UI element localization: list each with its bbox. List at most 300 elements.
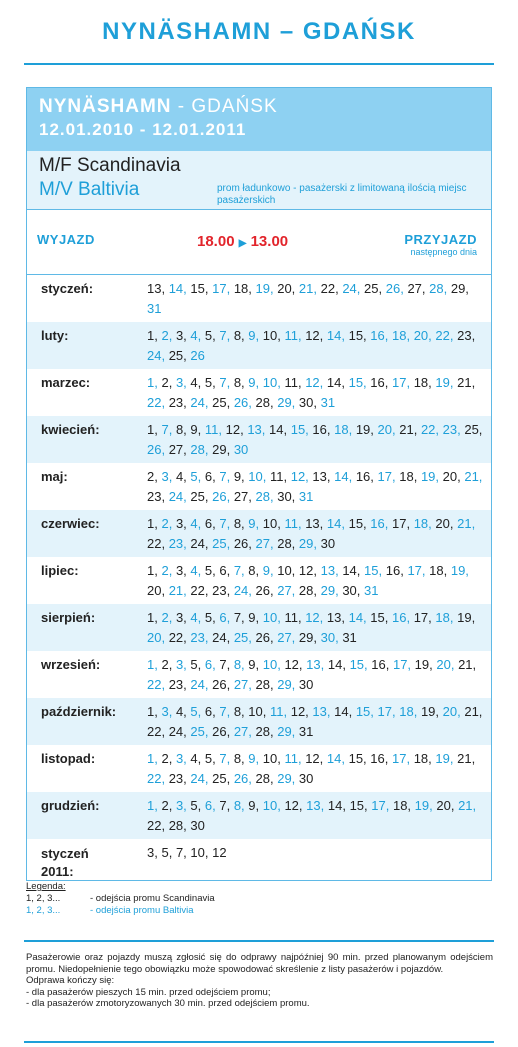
day-baltivia: 15,: [349, 657, 368, 672]
day-baltivia: 27,: [277, 630, 296, 645]
day-scandinavia: 10,: [248, 704, 267, 719]
day-baltivia: 8,: [233, 798, 245, 813]
day-baltivia: 19,: [255, 281, 274, 296]
day-baltivia: 25,: [233, 630, 252, 645]
day-scandinavia: 28,: [255, 724, 274, 739]
day-scandinavia: 18,: [392, 798, 412, 813]
day-baltivia: 9,: [248, 751, 260, 766]
day-baltivia: 24,: [342, 281, 361, 296]
month-days: [147, 561, 483, 601]
day-baltivia: 19,: [435, 751, 454, 766]
bottom-divider: [24, 1041, 494, 1043]
day-baltivia: 5,: [190, 704, 202, 719]
day-baltivia: 14,: [348, 610, 367, 625]
day-baltivia: 21,: [464, 469, 483, 484]
month-days: [147, 514, 483, 554]
day-scandinavia: 30: [298, 677, 314, 692]
day-scandinavia: 20,: [277, 281, 296, 296]
departure-time: 18.00: [197, 233, 235, 250]
day-baltivia: 13,: [306, 798, 325, 813]
day-scandinavia: 23,: [168, 771, 187, 786]
day-baltivia: 31: [364, 583, 379, 598]
day-baltivia: 3,: [175, 657, 187, 672]
day-scandinavia: 12,: [284, 798, 303, 813]
day-scandinavia: 15,: [348, 328, 367, 343]
day-scandinavia: 15,: [370, 610, 389, 625]
month-name: październik:: [41, 704, 117, 719]
day-baltivia: 26,: [233, 771, 252, 786]
day-scandinavia: 30,: [298, 395, 317, 410]
day-baltivia: 12,: [305, 610, 324, 625]
day-scandinavia: 30,: [342, 583, 361, 598]
day-scandinavia: 14,: [334, 704, 353, 719]
day-baltivia: 29,: [277, 724, 296, 739]
day-scandinavia: 10,: [277, 563, 296, 578]
day-scandinavia: 3,: [175, 328, 187, 343]
day-baltivia: 7,: [219, 469, 231, 484]
month-days: [147, 420, 483, 460]
day-scandinavia: 5,: [190, 798, 202, 813]
day-baltivia: 22,: [147, 395, 166, 410]
day-baltivia: 24,: [190, 677, 209, 692]
day-baltivia: 20,: [436, 657, 455, 672]
day-scandinavia: 27,: [168, 442, 187, 457]
day-scandinavia: 12,: [290, 704, 309, 719]
day-baltivia: 23,: [168, 536, 187, 551]
day-baltivia: 24,: [168, 489, 187, 504]
day-baltivia: 1,: [147, 375, 158, 390]
day-scandinavia: 3,: [175, 563, 187, 578]
day-baltivia: 6,: [204, 798, 216, 813]
day-scandinavia: 8,: [233, 328, 245, 343]
day-scandinavia: 20,: [442, 469, 461, 484]
month-name: kwiecień:: [41, 422, 100, 437]
day-scandinavia: 26,: [255, 583, 274, 598]
day-scandinavia: 27,: [407, 281, 426, 296]
month-row: [27, 651, 491, 698]
day-baltivia: 29,: [277, 677, 296, 692]
months-list: [27, 275, 491, 895]
day-scandinavia: 1,: [147, 610, 158, 625]
day-baltivia: 3,: [175, 751, 187, 766]
day-scandinavia: 2,: [161, 798, 173, 813]
day-scandinavia: 5,: [204, 375, 216, 390]
day-scandinavia: 18,: [233, 281, 252, 296]
month-row: [27, 322, 491, 369]
day-scandinavia: 25,: [212, 395, 231, 410]
day-baltivia: 16,: [392, 610, 411, 625]
month-name: styczeń 2011:: [41, 846, 89, 879]
month-row: [27, 698, 491, 745]
day-baltivia: 26,: [147, 442, 166, 457]
day-baltivia: 21,: [298, 281, 317, 296]
month-days: [147, 279, 483, 319]
day-baltivia: 26,: [212, 489, 231, 504]
month-row: [27, 275, 491, 322]
day-baltivia: 18,: [435, 610, 454, 625]
day-scandinavia: 2,: [161, 751, 173, 766]
day-scandinavia: 22,: [147, 818, 166, 833]
day-baltivia: 7,: [219, 751, 231, 766]
day-scandinavia: 22,: [190, 583, 209, 598]
day-baltivia: 25,: [190, 724, 209, 739]
month-days: [147, 843, 483, 863]
day-baltivia: 9,: [248, 375, 260, 390]
day-baltivia: 26,: [233, 395, 252, 410]
month-days: [147, 608, 483, 648]
page-title: NYNÄSHAMN – GDAŃSK: [102, 18, 416, 45]
day-baltivia: 10,: [262, 610, 281, 625]
route-title: [39, 96, 491, 118]
day-scandinavia: 30: [320, 536, 336, 551]
day-scandinavia: 4,: [175, 469, 187, 484]
day-baltivia: 11,: [284, 328, 302, 343]
day-scandinavia: 16,: [385, 563, 404, 578]
day-baltivia: 18,: [413, 516, 432, 531]
day-baltivia: 28,: [190, 442, 209, 457]
ship-scandinavia: M/F Scandinavia: [39, 155, 181, 176]
day-scandinavia: 12,: [305, 328, 324, 343]
day-scandinavia: 25,: [464, 422, 483, 437]
baltivia-note: prom ładunkowo - pasażerski z limitowaną ilością miejsc pasażerskich: [217, 183, 467, 206]
note-pedestrians: - dla pasażerów pieszych 15 min. przed odejściem promu;: [26, 986, 271, 998]
legend-title: Legenda:: [26, 881, 66, 892]
day-scandinavia: 15,: [349, 798, 368, 813]
legend-row-scandinavia: [26, 893, 215, 905]
day-baltivia: 13,: [312, 704, 331, 719]
day-baltivia: 15,: [290, 422, 309, 437]
times-row: [27, 210, 491, 275]
day-scandinavia: 1,: [147, 563, 158, 578]
day-baltivia: 16,: [370, 328, 389, 343]
day-baltivia: 15,: [348, 375, 367, 390]
day-scandinavia: 22,: [168, 630, 187, 645]
day-scandinavia: 9,: [233, 469, 245, 484]
day-scandinavia: 16,: [370, 375, 389, 390]
day-baltivia: 11,: [204, 422, 222, 437]
day-scandinavia: 29,: [212, 442, 231, 457]
day-scandinavia: 19,: [457, 610, 476, 625]
day-baltivia: 31: [320, 395, 336, 410]
day-baltivia: 17,: [212, 281, 231, 296]
notes-top-divider: [24, 940, 494, 942]
day-baltivia: 4,: [190, 328, 202, 343]
arrow-right-icon: ▶: [238, 238, 247, 249]
month-row: [27, 416, 491, 463]
day-baltivia: 17,: [407, 563, 426, 578]
day-scandinavia: 6,: [204, 704, 216, 719]
day-scandinavia: 7,: [233, 610, 245, 625]
day-baltivia: 13,: [320, 563, 339, 578]
day-baltivia: 7,: [219, 375, 231, 390]
note-checkin: Pasażerowie oraz pojazdy muszą zgłosić się do odprawy najpóźniej 90 min. przed planowanym odejściem promu. Niedopełnienie tego obowiązku może spowodować skreślenie z listy pasażerów i pojazdów.: [26, 952, 493, 975]
day-scandinavia: 10,: [190, 845, 209, 860]
day-baltivia: 18,: [334, 422, 353, 437]
day-scandinavia: 30: [298, 771, 314, 786]
day-scandinavia: 30,: [277, 489, 296, 504]
day-scandinavia: 12,: [284, 657, 303, 672]
day-scandinavia: 10,: [262, 328, 281, 343]
day-scandinavia: 9,: [248, 798, 260, 813]
day-baltivia: 24,: [233, 583, 252, 598]
day-baltivia: 11,: [284, 516, 302, 531]
day-scandinavia: 12,: [298, 563, 317, 578]
day-baltivia: 21,: [458, 798, 477, 813]
note-motorists: - dla pasażerów zmotoryzowanych 30 min. przed odejściem promu.: [26, 998, 310, 1009]
day-scandinavia: 7,: [219, 657, 231, 672]
day-scandinavia: 8,: [248, 563, 260, 578]
day-baltivia: 4,: [190, 516, 202, 531]
month-days: [147, 796, 483, 836]
day-scandinavia: 23,: [457, 328, 476, 343]
day-scandinavia: 19,: [420, 704, 440, 719]
day-scandinavia: 21,: [458, 657, 477, 672]
day-scandinavia: 18,: [413, 375, 432, 390]
day-scandinavia: 5,: [161, 845, 173, 860]
day-scandinavia: 22,: [147, 536, 166, 551]
day-baltivia: 20,: [413, 328, 432, 343]
day-scandinavia: 8,: [233, 751, 245, 766]
day-baltivia: 17,: [371, 798, 390, 813]
day-scandinavia: 1,: [147, 422, 158, 437]
day-baltivia: 21,: [168, 583, 187, 598]
day-baltivia: 29,: [320, 583, 339, 598]
day-baltivia: 23,: [442, 422, 461, 437]
day-scandinavia: 26,: [212, 677, 231, 692]
day-baltivia: 2,: [161, 328, 173, 343]
day-baltivia: 12,: [290, 469, 309, 484]
day-scandinavia: 11,: [284, 610, 302, 625]
month-days: [147, 373, 483, 413]
month-name: marzec:: [41, 375, 91, 390]
day-scandinavia: 23,: [147, 489, 166, 504]
day-scandinavia: 5,: [190, 657, 202, 672]
month-row: [27, 510, 491, 557]
day-baltivia: 27,: [255, 536, 274, 551]
day-baltivia: 7,: [219, 704, 231, 719]
day-baltivia: 26,: [385, 281, 404, 296]
day-baltivia: 24,: [190, 395, 209, 410]
day-scandinavia: 21,: [464, 704, 483, 719]
day-scandinavia: 4,: [175, 704, 187, 719]
notes: [26, 952, 493, 1010]
day-baltivia: 30,: [320, 630, 339, 645]
day-baltivia: 27,: [277, 583, 296, 598]
day-scandinavia: 16,: [312, 422, 331, 437]
day-scandinavia: 13,: [147, 281, 166, 296]
day-baltivia: 15,: [355, 704, 374, 719]
day-scandinavia: 6,: [204, 516, 216, 531]
day-baltivia: 19,: [450, 563, 469, 578]
day-baltivia: 10,: [262, 375, 281, 390]
route-separator: -: [171, 96, 192, 117]
day-baltivia: 31: [298, 489, 314, 504]
arrival-sublabel: następnego dnia: [410, 247, 477, 257]
day-scandinavia: 14,: [327, 798, 346, 813]
day-scandinavia: 3,: [147, 845, 158, 860]
validity-dates: 12.01.2010 - 12.01.2011: [39, 120, 247, 139]
day-baltivia: 17,: [377, 469, 396, 484]
day-scandinavia: 28,: [168, 818, 187, 833]
day-scandinavia: 1,: [147, 704, 158, 719]
legend-code: 1, 2, 3...: [26, 893, 61, 904]
day-baltivia: 7,: [161, 422, 173, 437]
month-name: sierpień:: [41, 610, 96, 625]
month-name: styczeń:: [41, 281, 94, 296]
day-baltivia: 19,: [420, 469, 440, 484]
day-scandinavia: 11,: [269, 469, 288, 484]
day-scandinavia: 2,: [161, 657, 173, 672]
day-scandinavia: 3,: [175, 610, 187, 625]
month-name: maj:: [41, 469, 68, 484]
day-scandinavia: 5,: [204, 610, 216, 625]
ship-baltivia: M/V Baltivia: [39, 179, 140, 200]
day-scandinavia: 2,: [147, 469, 158, 484]
day-scandinavia: 21,: [399, 422, 418, 437]
day-scandinavia: 17,: [413, 610, 432, 625]
day-scandinavia: 28,: [298, 583, 317, 598]
day-scandinavia: 5,: [204, 563, 216, 578]
day-baltivia: 10,: [262, 657, 281, 672]
day-scandinavia: 21,: [457, 375, 476, 390]
day-baltivia: 14,: [326, 328, 345, 343]
day-baltivia: 15,: [364, 563, 383, 578]
day-scandinavia: 2,: [161, 375, 173, 390]
legend-text: - odejścia promu Scandinavia: [90, 893, 215, 904]
day-baltivia: 2,: [161, 516, 173, 531]
day-baltivia: 16,: [370, 516, 389, 531]
day-scandinavia: 28,: [277, 536, 296, 551]
month-days: [147, 326, 483, 366]
day-baltivia: 10,: [262, 798, 281, 813]
note-checkin-ends: Odprawa kończy się:: [26, 975, 115, 986]
day-scandinavia: 27,: [233, 489, 252, 504]
day-baltivia: 7,: [233, 563, 245, 578]
day-scandinavia: 22,: [147, 724, 166, 739]
day-scandinavia: 4,: [190, 375, 202, 390]
day-baltivia: 2,: [161, 563, 173, 578]
month-name: czerwiec:: [41, 516, 100, 531]
day-baltivia: 29,: [277, 771, 296, 786]
month-row: [27, 745, 491, 792]
day-scandinavia: 26,: [233, 536, 252, 551]
day-baltivia: 22,: [420, 422, 440, 437]
month-days: [147, 749, 483, 789]
day-baltivia: 22,: [147, 771, 166, 786]
day-baltivia: 14,: [168, 281, 187, 296]
day-baltivia: 7,: [219, 328, 231, 343]
day-baltivia: 3,: [161, 469, 173, 484]
day-scandinavia: 14,: [327, 657, 346, 672]
day-scandinavia: 18,: [399, 469, 418, 484]
day-baltivia: 12,: [305, 375, 324, 390]
legend-code: 1, 2, 3...: [26, 905, 61, 916]
day-scandinavia: 14,: [326, 375, 345, 390]
legend: [26, 881, 215, 917]
month-row: [27, 369, 491, 416]
card-header: [27, 88, 491, 151]
day-scandinavia: 15,: [348, 516, 367, 531]
day-scandinavia: 25,: [190, 489, 209, 504]
day-baltivia: 13,: [247, 422, 266, 437]
day-scandinavia: 9,: [248, 657, 260, 672]
day-scandinavia: 9,: [190, 422, 202, 437]
day-scandinavia: 22,: [320, 281, 339, 296]
day-scandinavia: 23,: [168, 395, 187, 410]
month-row: [27, 463, 491, 510]
route-destination: GDAŃSK: [191, 96, 278, 117]
day-scandinavia: 7,: [219, 798, 231, 813]
day-scandinavia: 29,: [450, 281, 469, 296]
day-baltivia: 14,: [326, 751, 345, 766]
route-origin: NYNÄSHAMN: [39, 96, 172, 117]
day-baltivia: 9,: [248, 516, 260, 531]
day-baltivia: 25,: [212, 536, 231, 551]
day-baltivia: 20,: [442, 704, 461, 719]
day-baltivia: 8,: [233, 657, 245, 672]
day-baltivia: 4,: [190, 610, 202, 625]
day-baltivia: 2,: [161, 610, 173, 625]
day-baltivia: 18,: [392, 328, 411, 343]
day-scandinavia: 6,: [219, 563, 231, 578]
day-baltivia: 30: [233, 442, 249, 457]
day-scandinavia: 23,: [168, 677, 187, 692]
day-scandinavia: 13,: [312, 469, 331, 484]
day-scandinavia: 13,: [326, 610, 345, 625]
day-baltivia: 3,: [175, 798, 187, 813]
departure-label: WYJAZD: [37, 232, 95, 247]
day-scandinavia: 12,: [225, 422, 244, 437]
day-baltivia: 17,: [392, 751, 411, 766]
day-scandinavia: 8,: [233, 516, 245, 531]
day-scandinavia: 26,: [212, 724, 231, 739]
time-range: [197, 233, 288, 250]
day-scandinavia: 6,: [204, 469, 216, 484]
day-baltivia: 9,: [248, 328, 260, 343]
arrival-label: PRZYJAZD: [404, 232, 477, 247]
month-row: [27, 557, 491, 604]
month-days: [147, 655, 483, 695]
day-scandinavia: 25,: [212, 771, 231, 786]
day-baltivia: 13,: [306, 657, 325, 672]
day-scandinavia: 11,: [284, 375, 302, 390]
day-baltivia: 18,: [399, 704, 418, 719]
day-baltivia: 14,: [334, 469, 353, 484]
day-scandinavia: 16,: [371, 657, 390, 672]
month-name: listopad:: [41, 751, 96, 766]
day-baltivia: 22,: [147, 677, 166, 692]
day-scandinavia: 24,: [190, 536, 209, 551]
legend-row-baltivia: [26, 905, 215, 917]
day-baltivia: 11,: [284, 751, 302, 766]
day-baltivia: 14,: [326, 516, 345, 531]
day-scandinavia: 31: [342, 630, 357, 645]
day-scandinavia: 24,: [168, 724, 187, 739]
arrival-time: 13.00: [250, 233, 289, 250]
legend-text: - odejścia promu Baltivia: [90, 905, 194, 916]
day-scandinavia: 5,: [204, 328, 216, 343]
month-name: grudzień:: [41, 798, 100, 813]
day-scandinavia: 10,: [262, 516, 281, 531]
day-baltivia: 26: [190, 348, 205, 363]
day-baltivia: 1,: [147, 798, 158, 813]
day-baltivia: 28,: [255, 489, 274, 504]
day-baltivia: 3,: [161, 704, 173, 719]
day-scandinavia: 23,: [212, 583, 231, 598]
day-baltivia: 11,: [269, 704, 288, 719]
day-scandinavia: 13,: [305, 516, 324, 531]
timetable-card: [26, 87, 492, 881]
